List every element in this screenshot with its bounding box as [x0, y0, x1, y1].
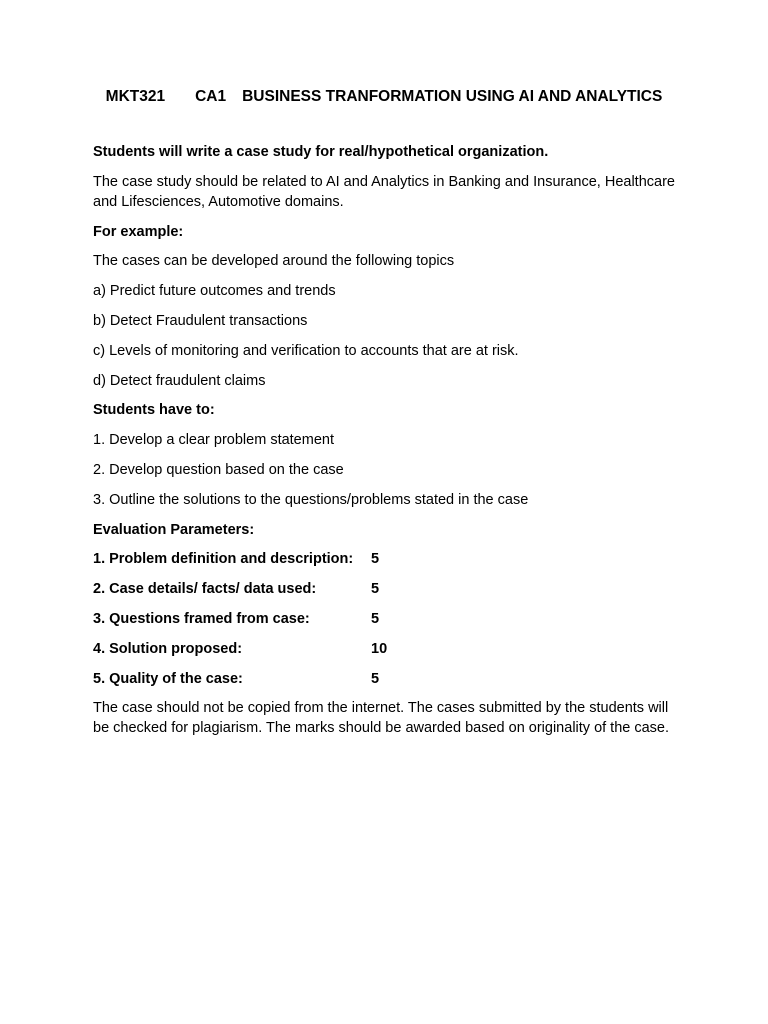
evaluation-heading: Evaluation Parameters: — [93, 521, 255, 538]
parameter-label: 1. Problem definition and description: — [93, 551, 354, 568]
closing-text: The case should not be copied from the internet. The cases submitted by the students will be checked for plagiarism. The marks should be awarded based on originality of the case. — [93, 700, 670, 737]
evaluation-row — [93, 579, 683, 599]
task-item: 1. Develop a clear problem statement — [93, 432, 334, 449]
parameter-label: 3. Questions framed from case: — [93, 610, 310, 627]
task-item: 3. Outline the solutions to the questions/problems stated in the case — [93, 491, 529, 508]
parameter-score: 5 — [371, 551, 380, 568]
evaluation-row — [93, 549, 683, 569]
parameter-label: 2. Case details/ facts/ data used: — [93, 581, 317, 598]
tasks-heading: Students have to: — [93, 402, 215, 419]
parameter-label: 4. Solution proposed: — [93, 640, 243, 657]
parameter-score: 5 — [371, 670, 380, 687]
evaluation-row — [93, 639, 683, 659]
assignment-code: CA1 — [195, 88, 227, 105]
evaluation-row — [93, 609, 683, 629]
topic-item: a) Predict future outcomes and trends — [93, 283, 336, 300]
parameter-score: 5 — [371, 610, 380, 627]
evaluation-row — [93, 669, 683, 689]
task-item: 2. Develop question based on the case — [93, 461, 344, 478]
course-code: MKT321 — [105, 88, 166, 105]
assignment-name: BUSINESS TRANFORMATION USING AI AND ANALYTICS — [242, 88, 663, 105]
topic-item: b) Detect Fraudulent transactions — [93, 312, 308, 329]
intro-text: Students will write a case study for real/hypothetical organization. — [93, 144, 549, 160]
topics-intro: The cases can be developed around the following topics — [93, 253, 455, 270]
example-heading: For example: — [93, 223, 184, 240]
domains-text: The case study should be related to AI and Analytics in Banking and Insurance, Healthcare and Lifesciences, Automotive domains. — [93, 173, 675, 210]
document-title — [0, 88, 768, 106]
topic-item: c) Levels of monitoring and verification to accounts that are at risk. — [93, 342, 519, 359]
topic-item: d) Detect fraudulent claims — [93, 372, 266, 389]
parameter-label: 5. Quality of the case: — [93, 670, 243, 687]
document-body — [93, 142, 683, 748]
parameter-score: 10 — [371, 640, 388, 657]
parameter-score: 5 — [371, 581, 380, 598]
